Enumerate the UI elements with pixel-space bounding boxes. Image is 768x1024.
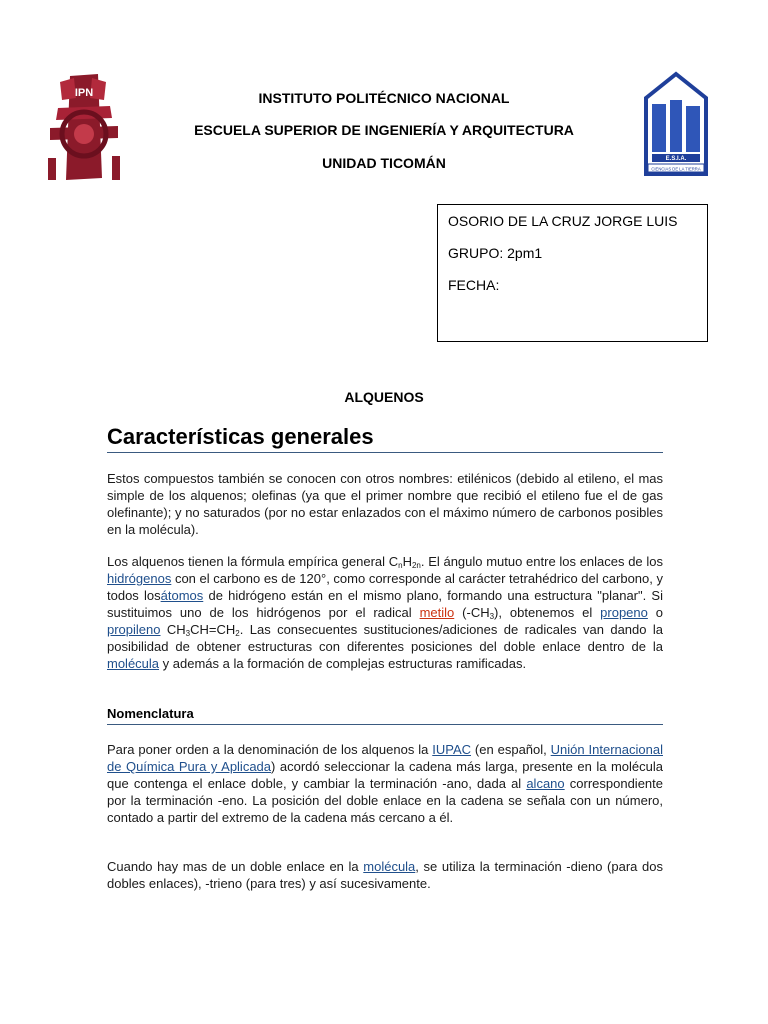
student-name: OSORIO DE LA CRUZ JORGE LUIS <box>448 213 678 229</box>
esia-logo-caption: CIENCIAS DE LA TIERRA <box>651 166 701 172</box>
esia-logo-abbrev: E.S.I.A. <box>665 156 687 162</box>
unit-name: UNIDAD TICOMÁN <box>322 155 446 171</box>
text-span: Para poner orden a la denominación de los alquenos la <box>107 742 433 757</box>
student-group: GRUPO: 2pm1 <box>448 245 543 261</box>
link-propileno[interactable]: propileno <box>107 622 161 637</box>
subscript: 3 <box>185 629 191 638</box>
paragraph-general-1: Estos compuestos también se conocen con otros nombres: etilénicos (debido al etileno, el mas simple de los alquenos; olefinas (ya que el primer nombre que recibió el etileno fue el de gas olefinante); y no saturados (por no estar enlazados con el máximo número de carbonos posibles en la molécula). <box>107 471 663 537</box>
text-span: con el carbono es de 120°, como corresponde al carácter tetrahédrico del carbono, y todos los <box>107 571 663 603</box>
subscript: 2n <box>411 561 421 570</box>
text-span: CH <box>160 622 186 637</box>
paragraph-nomenclatura-2 <box>107 858 663 892</box>
text-span: (en español, <box>471 742 551 757</box>
text-span: y además a la formación de complejas estructuras ramificadas. <box>159 656 527 671</box>
text-span: correspondiente por la terminación -eno. La posición del doble enlace en la cadena se señala con un número, contado a partir del extremo de la cadena más cercano a él. <box>107 776 663 825</box>
student-info-box <box>437 204 708 342</box>
text-span: ) acordó seleccionar la cadena más larga, presente en la molécula que contenga el enlace doble, y cambiar la terminación -ano, dada al <box>107 759 663 791</box>
text-span: (-CH <box>454 605 490 620</box>
link-hidrogenos[interactable]: hidrógenos <box>107 571 172 586</box>
link-molecula-2[interactable]: molécula <box>363 859 416 874</box>
link-molecula[interactable]: molécula <box>107 656 160 671</box>
paragraph-general-2 <box>107 553 663 672</box>
link-alcano[interactable]: alcano <box>526 776 565 791</box>
text-span: . Las consecuentes sustituciones/adiciones de radicales van dando la posibilidad de obtener estructuras con diferentes posiciones del doble enlace dentro de la <box>107 622 664 654</box>
date-label: FECHA: <box>448 277 500 293</box>
document-title: ALQUENOS <box>344 389 424 405</box>
link-union-internacional[interactable]: Unión Internacional de Química Pura y Aplicada <box>107 742 663 774</box>
paragraph-nomenclatura-1 <box>107 741 663 826</box>
subscript: n <box>398 561 403 570</box>
text-span: CH=CH <box>190 622 236 637</box>
ipn-logo-text: IPN <box>74 87 94 99</box>
text-span: Cuando hay mas de un doble enlace en la <box>107 859 364 874</box>
text-span: . El ángulo mutuo entre los enlaces de los <box>420 554 663 569</box>
text-span: ), obtenemos el <box>494 605 601 620</box>
link-metilo[interactable]: metilo <box>419 605 455 620</box>
text-span: H <box>402 554 412 569</box>
section-heading-general: Características generales <box>107 424 663 453</box>
section-heading-nomenclatura: Nomenclatura <box>107 706 663 725</box>
school-name: ESCUELA SUPERIOR DE INGENIERÍA Y ARQUITECTURA <box>194 122 574 138</box>
text-span: de hidrógeno están en el mismo plano, formando una estructura "planar". Si sustituimos uno de los hidrógenos por el radical <box>107 588 663 620</box>
link-propeno[interactable]: propeno <box>600 605 648 620</box>
subscript: 3 <box>489 612 495 621</box>
link-atomos[interactable]: átomos <box>160 588 204 603</box>
subscript: 2 <box>235 629 240 638</box>
text-span: o <box>647 605 664 620</box>
link-iupac[interactable]: IUPAC <box>432 742 472 757</box>
text-span: Los alquenos tienen la fórmula empírica general C <box>107 554 399 569</box>
institution-name: INSTITUTO POLITÉCNICO NACIONAL <box>258 90 510 106</box>
text-span: , se utiliza la terminación -dieno (para dos dobles enlaces), -trieno (para tres) y así sucesivamente. <box>107 859 663 891</box>
